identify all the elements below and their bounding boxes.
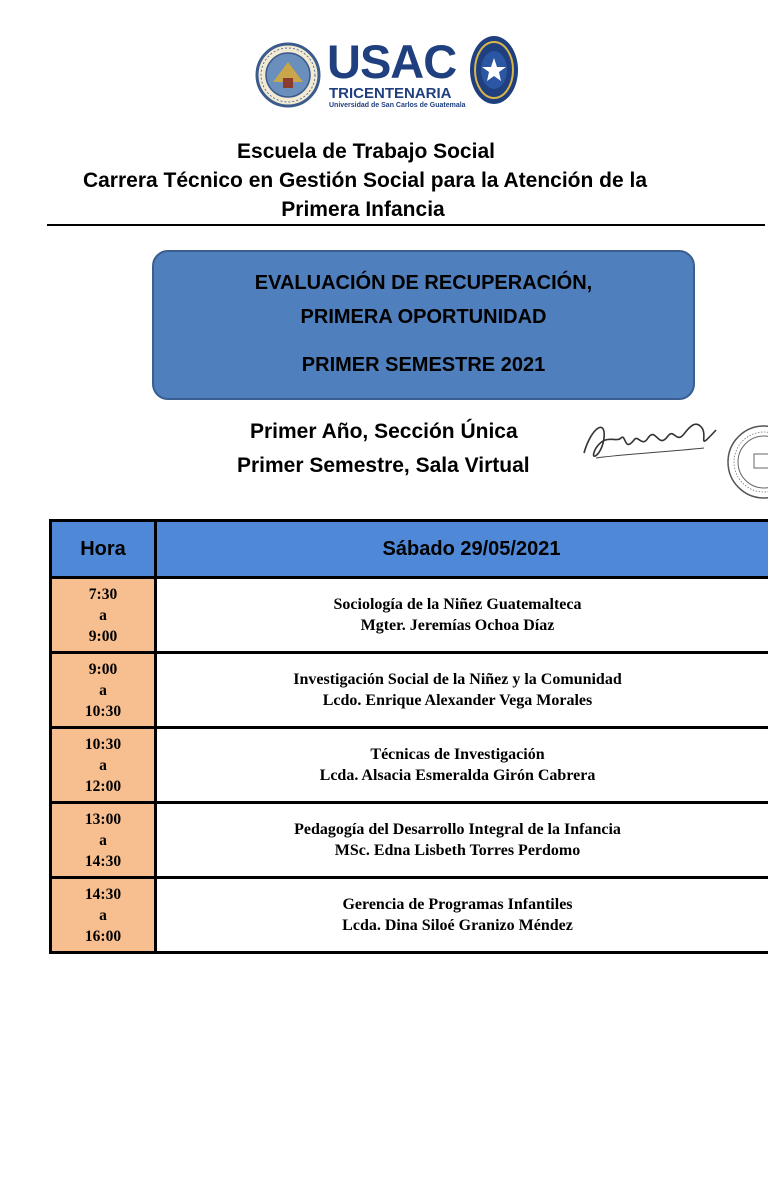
subject-cell (156, 578, 768, 653)
table-row (51, 878, 768, 953)
time-sep: a (99, 681, 107, 699)
banner-line-2: PRIMERA OPORTUNIDAD (300, 306, 547, 328)
col-date: Sábado 29/05/2021 (156, 521, 768, 578)
logo-subtitle: TRICENTENARIA (329, 85, 452, 102)
time-sep: a (99, 756, 107, 774)
table-row (51, 653, 768, 728)
time-cell (51, 803, 156, 878)
time-end: 9:00 (88, 627, 118, 645)
section-line-1: Primer Año, Sección Única (250, 420, 518, 443)
signature-icon (576, 408, 726, 478)
time-cell (51, 878, 156, 953)
section-line-2: Primer Semestre, Sala Virtual (237, 454, 530, 477)
time-end: 10:30 (84, 702, 122, 720)
subject-cell (156, 803, 768, 878)
table-row (51, 578, 768, 653)
course-name: Técnicas de Investigación (370, 746, 545, 763)
title-banner (152, 250, 695, 400)
time-sep: a (99, 831, 107, 849)
col-hora: Hora (51, 521, 156, 578)
time-cell (51, 728, 156, 803)
time-start: 13:00 (84, 810, 122, 828)
school-name: Escuela de Trabajo Social (237, 140, 495, 163)
banner-line-3: PRIMER SEMESTRE 2021 (301, 354, 546, 376)
official-stamp-icon (724, 420, 768, 504)
time-start: 14:30 (84, 885, 122, 903)
time-end: 14:30 (84, 852, 122, 870)
header-divider (47, 224, 765, 226)
teacher-name: Lcdo. Enrique Alexander Vega Morales (322, 692, 593, 709)
time-sep: a (99, 906, 107, 924)
tricentennial-seal-icon (468, 34, 520, 106)
teacher-name: MSc. Edna Lisbeth Torres Perdomo (334, 842, 581, 859)
university-seal-icon (255, 42, 321, 108)
time-cell (51, 578, 156, 653)
table-row (51, 803, 768, 878)
banner-line-1: EVALUACIÓN DE RECUPERACIÓN, (254, 272, 593, 294)
logo-university: Universidad de San Carlos de Guatemala (329, 102, 466, 109)
course-name: Pedagogía del Desarrollo Integral de la Infancia (294, 821, 621, 838)
course-name: Sociología de la Niñez Guatemalteca (333, 596, 582, 613)
time-start: 9:00 (88, 660, 118, 678)
time-start: 10:30 (84, 735, 122, 753)
course-name: Gerencia de Programas Infantiles (342, 896, 573, 913)
career-line-1: Carrera Técnico en Gestión Social para la Atención de la (82, 169, 648, 192)
time-start: 7:30 (88, 585, 118, 603)
time-end: 16:00 (84, 927, 122, 945)
usac-logo (255, 34, 525, 114)
course-name: Investigación Social de la Niñez y la Comunidad (293, 671, 622, 688)
table-header-row (51, 521, 768, 578)
time-end: 12:00 (84, 777, 122, 795)
teacher-name: Lcda. Dina Siloé Granizo Méndez (342, 917, 573, 934)
subject-cell (156, 878, 768, 953)
table-row (51, 728, 768, 803)
teacher-name: Mgter. Jeremías Ochoa Díaz (360, 617, 555, 634)
subject-cell (156, 653, 768, 728)
time-cell (51, 653, 156, 728)
teacher-name: Lcda. Alsacia Esmeralda Girón Cabrera (319, 767, 596, 784)
schedule-table (49, 519, 768, 954)
time-sep: a (99, 606, 107, 624)
subject-cell (156, 728, 768, 803)
logo-text: USAC (327, 35, 457, 88)
career-line-2: Primera Infancia (281, 198, 445, 221)
